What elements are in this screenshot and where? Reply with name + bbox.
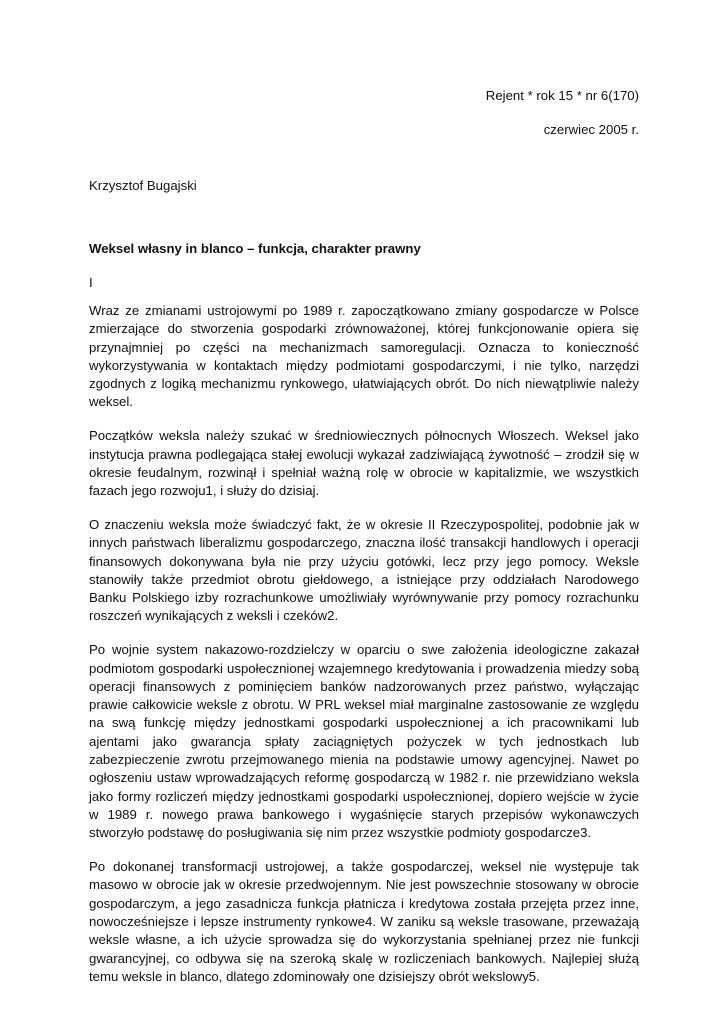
journal-reference: Rejent * rok 15 * nr 6(170) [485,88,639,103]
paragraph-1: Wraz ze zmianami ustrojowymi po 1989 r. zapoczątkowano zmiany gospodarcze w Polsce zmierzające do stworzenia gospodarki zrównoważonej, której funkcjonowanie opiera się przynajmniej po części na mechanizmach samoregulacji. Oznacza to konieczność wykorzystywania w kontaktach między podmiotami gospodarczymi, i nie tylko, narzędzi zgodnych z logiką mechanizmu rynkowego, ułatwiających obrót. Do nich niewątpliwie należy weksel. [89,303,639,410]
section-number: I [89,275,93,290]
publication-date: czerwiec 2005 r. [543,122,639,137]
author-name: Krzysztof Bugajski [89,178,197,193]
article-body [89,302,639,1002]
paragraph-4: Po wojnie system nakazowo-rozdzielczy w oparciu o swe założenia ideologiczne zakazał podmiotom gospodarki uspołecznionej wzajemnego kredytowania i prowadzenia miedzy sobą operacji finansowych z pominięciem banków nadzorowanych przez państwo, wyłączając prawie całkowicie weksle z obrotu. W PRL weksel miał marginalne zastosowanie ze względu na swą funkcję między jednostkami gospodarki uspołecznionej a ich pracownikami lub ajentami jako gwarancja spłaty zaciągniętych pożyczek w tych jednostkach lub zabezpieczenie zwrotu przejmowanego mienia na podstawie umowy agencyjnej. Nawet po ogłoszeniu ustaw wprowadzających reformę gospodarczą w 1982 r. nie przewidziano weksla jako formy rozliczeń między jednostkami gospodarki uspołecznionej, dopiero wejście w życie w 1989 r. nowego prawa bankowego i wygaśnięcie starych przepisów wykonawczych stworzyło podstawę do posługiwania się nim przez wszystkie podmioty gospodarcze3. [89,642,639,841]
paragraph-3: O znaczeniu weksla może świadczyć fakt, że w okresie II Rzeczypospolitej, podobnie jak w innych państwach liberalizmu gospodarczego, znaczna ilość transakcji handlowych i operacji finansowych dokonywana była nie przy użyciu gotówki, lecz przy jego pomocy. Weksle stanowiły także przedmiot obrotu giełdowego, a istniejące przy oddziałach Narodowego Banku Polskiego izby rozrachunkowe umożliwiały wyrównywanie przy pomocy rozrachunku roszczeń wynikających z weksli i czeków2. [89,516,639,624]
paragraph-2: Początków weksla należy szukać w średniowiecznych północnych Włoszech. Weksel jako instytucja prawna podlegająca stałej ewolucji wykazał zadziwiającą żywotność – zrodził się w okresie feudalnym, rozwinął i spełniał ważną rolę w obrocie w kapitalizmie, we wszystkich fazach jego rozwoju1, i służy do dzisiaj. [89,428,639,499]
paragraph-5: Po dokonanej transformacji ustrojowej, a także gospodarczej, weksel nie występuje tak masowo w obrocie jak w okresie przedwojennym. Nie jest powszechnie stosowany w obrocie gospodarczym, a jego zasadnicza funkcja płatnicza i kredytowa została przejęta przez inne, nowocześniejsze i lepsze instrumenty rynkowe4. W zaniku są weksle trasowane, przeważają weksle własne, a ich użycie sprowadza się do wykorzystania spełnianej przez nie funkcji gwarancyjnej, co odbywa się na szeroką skalę w rozliczeniach bankowych. Najlepiej służą temu weksle in blanco, dlatego zdominowały one dzisiejszy obrót wekslowy5. [89,859,639,984]
article-title: Weksel własny in blanco – funkcja, charakter prawny [89,241,421,256]
